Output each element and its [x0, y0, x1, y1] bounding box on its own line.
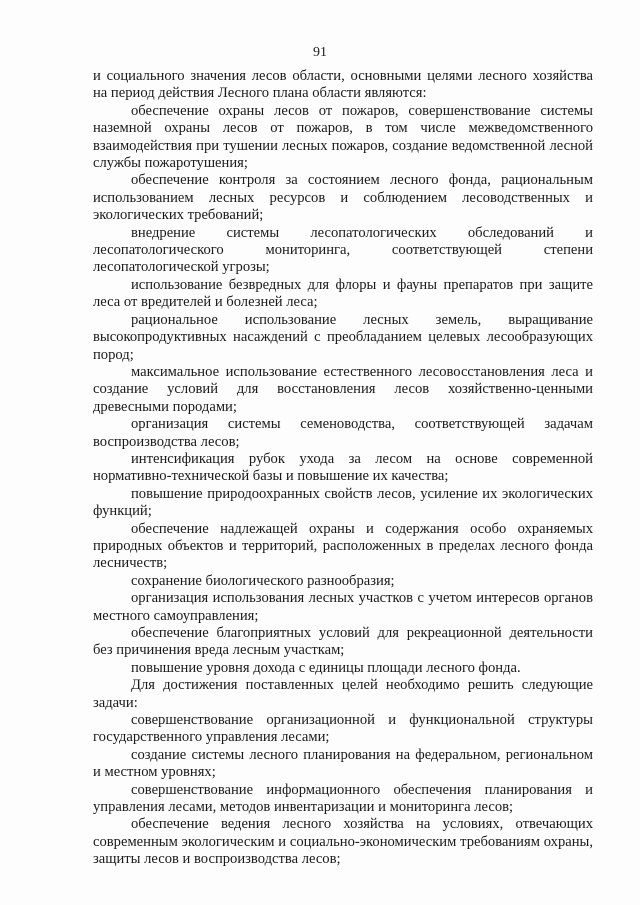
paragraph: обеспечение охраны лесов от пожаров, совершенствование системы наземной охраны лесов от пожаров, в том числе межведомственного взаимодействия при тушении лесных пожаров, создание ведомственной лесной службы пожаротушения; — [93, 102, 593, 172]
paragraph: Для достижения поставленных целей необходимо решить следующие задачи: — [93, 677, 593, 711]
paragraph: организация системы семеноводства, соответствующей задачам воспроизводства лесов; — [93, 416, 593, 450]
page-number: 91 — [313, 45, 327, 60]
paragraph: и социального значения лесов области, основными целями лесного хозяйства на период действия Лесного плана области являются: — [93, 68, 593, 102]
paragraph: создание системы лесного планирования на федеральном, региональном и местном уровнях; — [93, 746, 593, 781]
paragraph: интенсификация рубок ухода за лесом на основе современной нормативно-технической базы и повышение их качества; — [93, 450, 593, 485]
paragraph: обеспечение надлежащей охраны и содержания особо охраняемых природных объектов и территорий, расположенных в пределах лесного фонда лесничеств; — [93, 520, 593, 572]
paragraph: повышение уровня дохода с единицы площади лесного фонда. — [131, 659, 521, 676]
paragraph: совершенствование организационной и функциональной структуры государственного управления лесами; — [93, 712, 593, 746]
paragraph: максимальное использование естественного лесовосстановления леса и создание условий для восстановления лесов хозяйственно-ценными древесными породами; — [93, 363, 593, 415]
paragraph: организация использования лесных участков с учетом интересов органов местного самоуправления; — [93, 590, 593, 624]
body-text — [93, 68, 593, 869]
paragraph: повышение природоохранных свойств лесов, усиление их экологических функций; — [93, 485, 593, 520]
paragraph: внедрение системы лесопатологических обследований и лесопатологического мониторинга, соответствующей степени лесопатологической угрозы; — [93, 224, 593, 276]
paragraph: обеспечение контроля за состоянием лесного фонда, рациональным использованием лесных ресурсов и соблюдением лесоводственных и экологических требований; — [93, 172, 593, 224]
paragraph: совершенствование информационного обеспечения планирования и управления лесами, методов инвентаризации и мониторинга лесов; — [93, 781, 593, 816]
paragraph: обеспечение благоприятных условий для рекреационной деятельности без причинения вреда лесным участкам; — [93, 625, 593, 659]
paragraph: обеспечение ведения лесного хозяйства на условиях, отвечающих современным экологическим и социально-экономическим требованиям охраны, защиты лесов и воспроизводства лесов; — [93, 816, 593, 868]
paragraph: рациональное использование лесных земель, выращивание высокопродуктивных насаждений с преобладанием целевых лесообразующих пород; — [93, 311, 593, 363]
paragraph: сохранение биологического разнообразия; — [131, 572, 395, 589]
paragraph: использование безвредных для флоры и фауны препаратов при защите леса от вредителей и болезней леса; — [93, 276, 593, 311]
